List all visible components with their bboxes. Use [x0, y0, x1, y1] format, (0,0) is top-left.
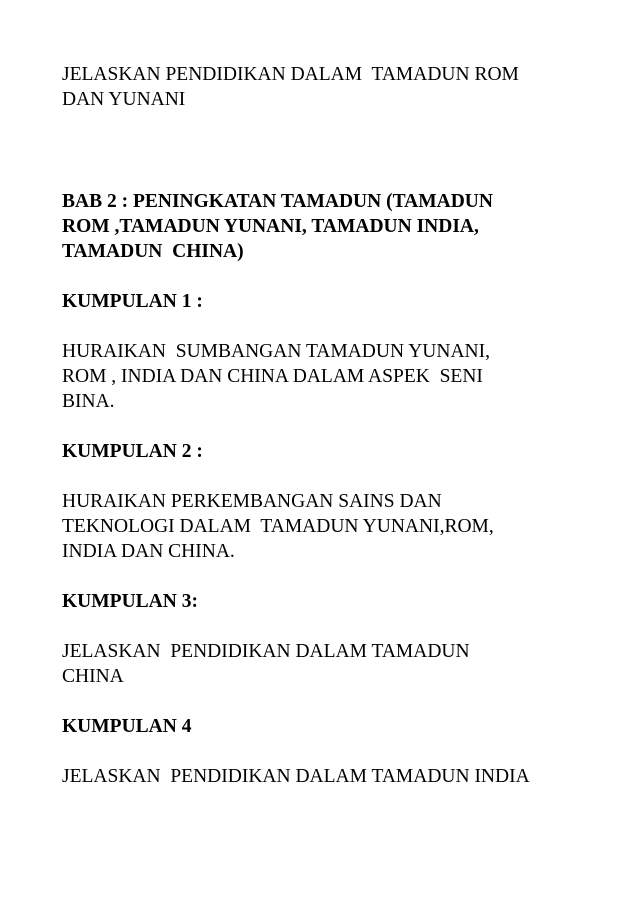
spacer: [62, 564, 602, 589]
spacer: [62, 414, 602, 439]
group-heading: KUMPULAN 2 :: [62, 441, 203, 462]
group-heading: KUMPULAN 1 :: [62, 291, 203, 312]
group-task-line: BINA.: [62, 391, 115, 412]
intro-line: JELASKAN PENDIDIKAN DALAM TAMADUN ROM: [62, 64, 519, 85]
chapter-line: ROM ,TAMADUN YUNANI, TAMADUN INDIA,: [62, 216, 479, 237]
group-section-4: [62, 714, 602, 789]
chapter-line: BAB 2 : PENINGKATAN TAMADUN (TAMADUN: [62, 191, 493, 212]
group-task-line: TEKNOLOGI DALAM TAMADUN YUNANI,ROM,: [62, 516, 494, 537]
group-section-1: [62, 289, 602, 414]
group-task-line: CHINA: [62, 666, 124, 687]
group-task-line: INDIA DAN CHINA.: [62, 541, 235, 562]
group-task-line: JELASKAN PENDIDIKAN DALAM TAMADUN INDIA: [62, 766, 530, 787]
spacer: [62, 264, 602, 289]
group-heading: KUMPULAN 3:: [62, 591, 198, 612]
group-section-2: [62, 439, 602, 564]
group-task-line: ROM , INDIA DAN CHINA DALAM ASPEK SENI: [62, 366, 483, 387]
group-task-line: HURAIKAN PERKEMBANGAN SAINS DAN: [62, 491, 442, 512]
chapter-heading: [62, 189, 602, 264]
intro-question: [62, 62, 602, 112]
group-task-line: JELASKAN PENDIDIKAN DALAM TAMADUN: [62, 641, 470, 662]
chapter-line: TAMADUN CHINA): [62, 241, 244, 262]
spacer: [62, 112, 602, 189]
group-heading: KUMPULAN 4: [62, 716, 192, 737]
spacer: [62, 689, 602, 714]
intro-line: DAN YUNANI: [62, 89, 186, 110]
document-page: [62, 62, 602, 789]
group-task-line: HURAIKAN SUMBANGAN TAMADUN YUNANI,: [62, 341, 490, 362]
group-section-3: [62, 589, 602, 689]
